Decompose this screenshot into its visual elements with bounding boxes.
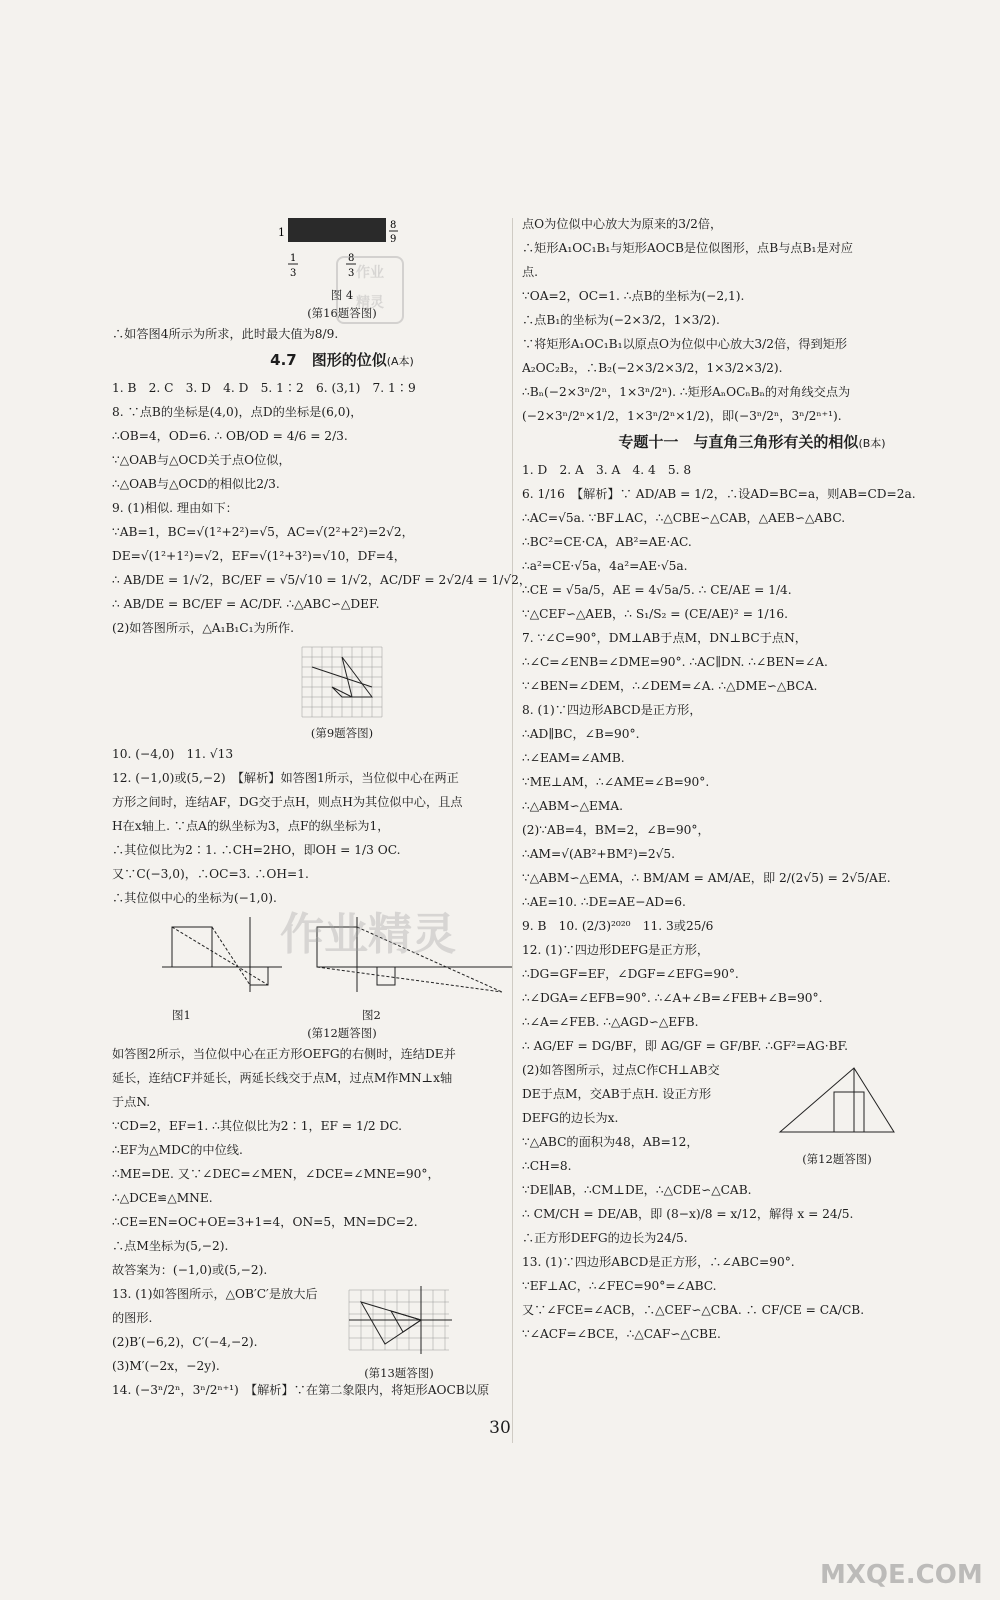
section-heading: 专题十一 与直角三角形有关的相似(B本)	[618, 433, 886, 451]
text-line: 1. B 2. C 3. D 4. D 5. 1∶2 6. (3,1) 7. 1∶9	[112, 381, 416, 395]
fig13-wrap	[344, 1284, 454, 1382]
text-line: 又∵∠FCE=∠ACB，∴△CEF∽△CBA. ∴ CF/CE = CA/CB.	[522, 1303, 865, 1317]
text-line: 又∵C(−3,0)，∴OC=3. ∴OH=1.	[112, 867, 309, 881]
fig12b-wrap	[772, 1062, 902, 1168]
watermark-center: 作业精灵	[280, 909, 456, 960]
text-line: ∵∠BEN=∠DEM，∴∠DEM=∠A. ∴△DME∽△BCA.	[522, 679, 818, 693]
text-line: ∴EF为△MDC的中位线.	[112, 1143, 243, 1157]
text-line: ∴∠A=∠FEB. ∴△AGD∽△EFB.	[522, 1015, 699, 1029]
figure-13-grid	[344, 1284, 454, 1356]
text-line: ∴点B₁的坐标为(−2×3/2，1×3/2).	[522, 313, 720, 327]
page-number: 30	[489, 1418, 511, 1438]
fig16-right-bottom: 9	[390, 234, 397, 245]
text-line: ∴CE=EN=OC+OE=3+1=4，ON=5，MN=DC=2.	[112, 1215, 418, 1229]
text-line: H在x轴上. ∵点A的纵坐标为3，点F的纵坐标为1，	[112, 819, 390, 833]
text-line: (−2×3ⁿ/2ⁿ×1/2，1×3ⁿ/2ⁿ×1/2)，即(−3ⁿ/2ⁿ，3ⁿ/2ⁿ⁺¹).	[522, 409, 842, 423]
text-line: ∴ AB/DE = 1/√2，BC/EF = √5/√10 = 1/√2，AC/DF = 2√2/4 = 1/√2，	[112, 573, 532, 587]
text-line: 7. ∵∠C=90°，DM⊥AB于点M，DN⊥BC于点N，	[522, 631, 807, 645]
text-line: ∵△ABC的面积为48，AB=12，	[522, 1135, 699, 1149]
text-line: 延长，连结CF并延长，两延长线交于点M，过点M作MN⊥x轴	[112, 1071, 453, 1085]
text-line: ∴AM=√(AB²+BM²)=2√5.	[522, 847, 676, 861]
text-line: DE=√(1²+1²)=√2，EF=√(1²+3²)=√10，DF=4，	[112, 549, 406, 563]
text-line: ∴CE = √5a/5，AE = 4√5a/5. ∴ CE/AE = 1/4.	[522, 583, 792, 597]
q12-part2-block	[522, 1058, 982, 1178]
text-line: ∵DE∥AB，∴CM⊥DE，∴△CDE∽△CAB.	[522, 1183, 752, 1197]
q13-block	[112, 1282, 572, 1378]
text-line: (3)M′(−2x，−2y).	[112, 1359, 220, 1373]
text-line: ∴DG=GF=EF，∠DGF=∠EFG=90°.	[522, 967, 739, 981]
text-line: 8. (1)∵四边形ABCD是正方形，	[522, 703, 702, 717]
fig12-label-2: 图2	[362, 1008, 381, 1022]
text-line: 故答案为：(−1,0)或(5,−2).	[112, 1263, 268, 1277]
text-line: ∴OB=4，OD=6. ∴ OB/OD = 4/6 = 2/3.	[112, 429, 348, 443]
text-line: DE于点M，交AB于点H. 设正方形	[522, 1087, 712, 1101]
left-column	[112, 212, 572, 1402]
text-line: 12. (−1,0)或(5,−2) 【解析】如答图1所示，当位似中心在两正	[112, 771, 459, 785]
text-line: ∴正方形DEFG的边长为24/5.	[522, 1231, 688, 1245]
fig16-left-tick: 1	[278, 226, 285, 239]
text-line: 的图形.	[112, 1311, 153, 1325]
text-line: 方形之间时，连结AF，DG交于点H，则点H为其位似中心，且点	[112, 795, 463, 809]
text-line: ∴如答图4所示为所求，此时最大值为8/9.	[112, 327, 339, 341]
text-line: ∴ AB/DE = BC/EF = AC/DF. ∴△ABC∽△DEF.	[112, 597, 380, 611]
text-line: ∴AC=√5a. ∵BF⊥AC，∴△CBE∽△CAB，△AEB∽△ABC.	[522, 511, 846, 525]
text-line: 8. ∵点B的坐标是(4,0)，点D的坐标是(6,0)，	[112, 405, 363, 419]
text-line: ∴AD∥BC，∠B=90°.	[522, 727, 640, 741]
fig13-caption: (第13题答图)	[364, 1366, 434, 1380]
text-line: ∵△ABM∽△EMA，∴ BM/AM = AM/AE，即 2/(2√5) = 2√5/AE.	[522, 871, 891, 885]
text-line: 13. (1)如答图所示，△OB′C′是放大后	[112, 1287, 318, 1301]
right-column	[522, 212, 982, 1346]
text-line: ∵CD=2，EF=1. ∴其位似比为2∶1，EF = 1/2 DC.	[112, 1119, 402, 1133]
fig12-label-1: 图1	[172, 1008, 191, 1022]
fig16-b2-top: 8	[348, 253, 355, 264]
text-line: ∵△OAB与△OCD关于点O位似，	[112, 453, 291, 467]
watermark-corner: MXQE.COM	[820, 1560, 983, 1590]
text-line: 9. (1)相似. 理由如下：	[112, 501, 238, 515]
text-line: ∴ CM/CH = DE/AB，即 (8−x)/8 = x/12，解得 x = 24/5.	[522, 1207, 854, 1221]
fig16-caption: (第16题答图)	[307, 306, 377, 320]
text-line: (2)如答图所示，△A₁B₁C₁为所作.	[112, 621, 294, 635]
text-line: 于点N.	[112, 1095, 151, 1109]
figure-12-triangle	[772, 1062, 902, 1142]
text-line: ∵∠ACF=∠BCE，∴△CAF∽△CBE.	[522, 1327, 721, 1341]
text-line: ∴∠DGA=∠EFB=90°. ∴∠A+∠B=∠FEB+∠B=90°.	[522, 991, 823, 1005]
fig16-right-top: 8	[390, 220, 397, 231]
fig9-caption: (第9题答图)	[310, 726, 374, 740]
text-line: ∴AE=10. ∴DE=AE−AD=6.	[522, 895, 686, 909]
fig16-b2-bottom: 3	[348, 268, 355, 279]
text-line: ∵ME⊥AM，∴∠AME=∠B=90°.	[522, 775, 710, 789]
text-line: ∴CH=8.	[522, 1159, 572, 1173]
text-line: ∵EF⊥AC，∴∠FEC=90°=∠ABC.	[522, 1279, 717, 1293]
text-line: DEFG的边长为x.	[522, 1111, 619, 1125]
text-line: 1. D 2. A 3. A 4. 4 5. 8	[522, 463, 692, 477]
text-line: A₂OC₂B₂，∴B₂(−2×3/2×3/2，1×3/2×3/2).	[522, 361, 783, 375]
text-line: ∴BC²=CE·CA，AB²=AE·AC.	[522, 535, 692, 549]
text-line: ∵△CEF∽△AEB，∴ S₁/S₂ = (CE/AE)² = 1/16.	[522, 607, 789, 621]
text-line: 如答图2所示，当位似中心在正方形OEFG的右侧时，连结DE并	[112, 1047, 456, 1061]
text-line: (2)∵AB=4，BM=2，∠B=90°，	[522, 823, 710, 837]
text-line: ∴其位似中心的坐标为(−1,0).	[112, 891, 277, 905]
text-line: 6. 1/16 【解析】∵ AD/AB = 1/2，∴设AD=BC=a，则AB=CD=2a.	[522, 487, 916, 501]
fig16-b1-top: 1	[290, 253, 297, 264]
fig16-b1-bottom: 3	[290, 268, 297, 279]
text-line: ∴∠C=∠ENB=∠DME=90°. ∴AC∥DN. ∴∠BEN=∠A.	[522, 655, 828, 669]
text-line: ∵AB=1，BC=√(1²+2²)=√5，AC=√(2²+2²)=2√2，	[112, 525, 414, 539]
text-line: ∴△OAB与△OCD的相似比2/3.	[112, 477, 280, 491]
text-line: ∴其位似比为2∶1. ∴CH=2HO，即OH = 1/3 OC.	[112, 843, 401, 857]
watermark-stamp: 作业 精灵	[336, 256, 404, 324]
text-line: 14. (−3ⁿ/2ⁿ，3ⁿ/2ⁿ⁺¹) 【解析】∵在第二象限内，将矩形AOCB以原	[112, 1383, 490, 1397]
figure-9-grid	[297, 642, 387, 722]
text-line: ∴ME=DE. 又∵∠DEC=∠MEN，∠DCE=∠MNE=90°，	[112, 1167, 440, 1181]
text-line: 9. B 10. (2/3)²⁰²⁰ 11. 3或25/6	[522, 919, 714, 933]
text-line: ∵将矩形A₁OC₁B₁以原点O为位似中心放大3/2倍，得到矩形	[522, 337, 848, 351]
text-line: ∴△ABM∽△EMA.	[522, 799, 623, 813]
text-line: 点.	[522, 265, 539, 279]
text-line: ∴△DCE≌△MNE.	[112, 1191, 213, 1205]
text-line: (2)如答图所示，过点C作CH⊥AB交	[522, 1063, 720, 1077]
text-line: 10. (−4,0) 11. √13	[112, 747, 234, 761]
section-heading: 4.7 图形的位似(A本)	[270, 351, 414, 369]
text-line: ∴∠EAM=∠AMB.	[522, 751, 625, 765]
text-line: ∴a²=CE·√5a，4a²=AE·√5a.	[522, 559, 688, 573]
text-line: (2)B′(−6,2)，C′(−4,−2).	[112, 1335, 258, 1349]
fig12b-caption: (第12题答图)	[802, 1152, 872, 1166]
text-line: ∴矩形A₁OC₁B₁与矩形AOCB是位似图形，点B与点B₁是对应	[522, 241, 853, 255]
fig12-caption: (第12题答图)	[307, 1026, 377, 1040]
text-line: ∴ AG/EF = DG/BF，即 AG/GF = GF/BF. ∴GF²=AG·BF.	[522, 1039, 849, 1053]
fig16-label: 图 4	[330, 288, 354, 302]
text-line: ∵OA=2，OC=1. ∴点B的坐标为(−2,1).	[522, 289, 745, 303]
text-line: ∴Bₙ(−2×3ⁿ/2ⁿ，1×3ⁿ/2ⁿ). ∴矩形AₙOCₙBₙ的对角线交点为	[522, 385, 851, 399]
text-line: 12. (1)∵四边形DEFG是正方形，	[522, 943, 710, 957]
text-line: 13. (1)∵四边形ABCD是正方形，∴∠ABC=90°.	[522, 1255, 795, 1269]
fig12-labels	[112, 1006, 572, 1024]
text-line: 点O为位似中心放大为原来的3/2倍，	[522, 217, 723, 231]
text-line: ∴点M坐标为(5,−2).	[112, 1239, 229, 1253]
